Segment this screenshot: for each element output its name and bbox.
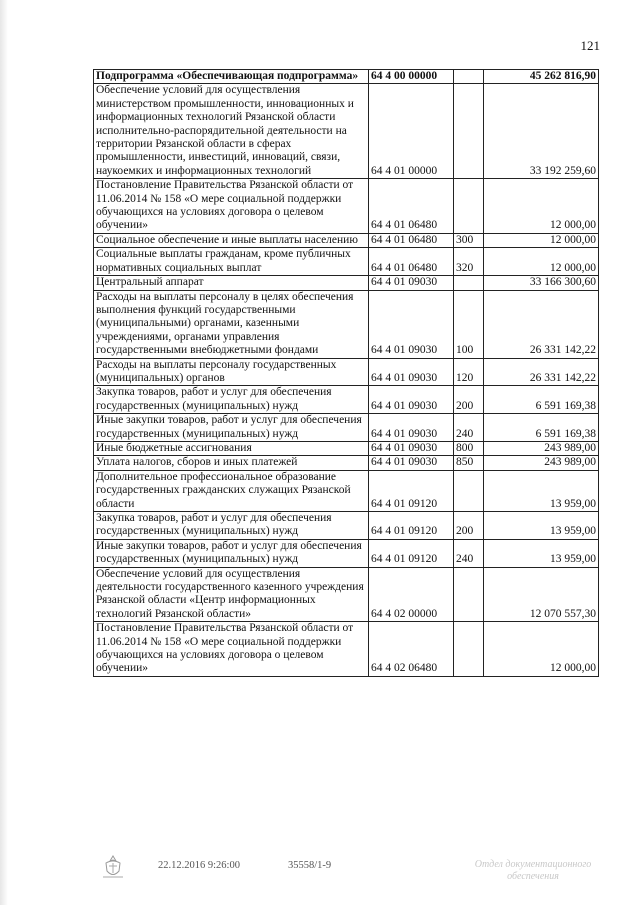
cell-name: Обеспечение условий для осуществления министерством промышленности, инновационных и информационных технологий Рязанской области исполнительно-распорядительной деятельности на территории Рязанской области в сферах промышленности, инвестиций, инноваций, связи, наукоемких и информационных технологий — [94, 84, 369, 179]
cell-code: 64 4 01 00000 — [369, 84, 454, 179]
cell-type — [454, 622, 484, 677]
cell-code: 64 4 01 09120 — [369, 539, 454, 567]
table-row — [94, 290, 599, 358]
cell-name: Иные закупки товаров, работ и услуг для обеспечения государственных (муниципальных) нужд — [94, 539, 369, 567]
table-row — [94, 512, 599, 540]
table-row — [94, 70, 599, 84]
cell-type — [454, 276, 484, 290]
cell-type: 320 — [454, 248, 484, 276]
cell-name: Иные бюджетные ассигнования — [94, 441, 369, 455]
cell-name: Обеспечение условий для осуществления деятельности государственного казенного учреждения Рязанской области «Центр информационных технологий Рязанской области» — [94, 567, 369, 622]
cell-type: 120 — [454, 358, 484, 386]
cell-type — [454, 179, 484, 234]
cell-code: 64 4 01 09030 — [369, 276, 454, 290]
cell-name: Уплата налогов, сборов и иных платежей — [94, 456, 369, 470]
cell-code: 64 4 01 09030 — [369, 414, 454, 442]
table-row — [94, 386, 599, 414]
cell-sum: 243 989,00 — [484, 441, 599, 455]
cell-name: Расходы на выплаты персоналу государственных (муниципальных) органов — [94, 358, 369, 386]
cell-sum: 12 000,00 — [484, 179, 599, 234]
cell-code: 64 4 01 06480 — [369, 248, 454, 276]
table-row — [94, 84, 599, 179]
cell-sum: 26 331 142,22 — [484, 290, 599, 358]
cell-code: 64 4 02 00000 — [369, 567, 454, 622]
cell-name: Социальное обеспечение и иные выплаты населению — [94, 233, 369, 247]
table-row — [94, 414, 599, 442]
footer — [0, 860, 640, 890]
cell-code: 64 4 00 00000 — [369, 70, 454, 84]
table-row — [94, 248, 599, 276]
cell-sum: 13 959,00 — [484, 512, 599, 540]
cell-code: 64 4 01 06480 — [369, 179, 454, 234]
cell-code: 64 4 01 09030 — [369, 441, 454, 455]
cell-name: Подпрограмма «Обеспечивающая подпрограмма» — [94, 70, 369, 84]
coat-of-arms-icon — [100, 854, 126, 880]
cell-type: 850 — [454, 456, 484, 470]
budget-table-body — [94, 70, 599, 677]
cell-sum: 12 000,00 — [484, 248, 599, 276]
cell-type: 800 — [454, 441, 484, 455]
cell-name: Закупка товаров, работ и услуг для обеспечения государственных (муниципальных) нужд — [94, 386, 369, 414]
cell-sum: 6 591 169,38 — [484, 414, 599, 442]
cell-code: 64 4 01 09120 — [369, 512, 454, 540]
cell-code: 64 4 01 09120 — [369, 470, 454, 511]
table-row — [94, 470, 599, 511]
cell-sum: 13 959,00 — [484, 539, 599, 567]
cell-name: Закупка товаров, работ и услуг для обеспечения государственных (муниципальных) нужд — [94, 512, 369, 540]
cell-code: 64 4 01 09030 — [369, 456, 454, 470]
table-row — [94, 233, 599, 247]
cell-sum: 33 166 300,60 — [484, 276, 599, 290]
cell-name: Постановление Правительства Рязанской области от 11.06.2014 № 158 «О мере социальной поддержки обучающихся на условиях договора о целевом обучении» — [94, 179, 369, 234]
table-row — [94, 358, 599, 386]
cell-code: 64 4 01 09030 — [369, 358, 454, 386]
watermark-stamp: Отдел документационного обеспечения — [474, 859, 592, 882]
cell-type — [454, 70, 484, 84]
table-row — [94, 456, 599, 470]
cell-sum: 6 591 169,38 — [484, 386, 599, 414]
cell-type: 300 — [454, 233, 484, 247]
table-row — [94, 276, 599, 290]
cell-code: 64 4 02 06480 — [369, 622, 454, 677]
cell-sum: 33 192 259,60 — [484, 84, 599, 179]
cell-sum: 12 000,00 — [484, 622, 599, 677]
cell-type — [454, 470, 484, 511]
footer-timestamp: 22.12.2016 9:26:00 — [158, 860, 240, 871]
cell-sum: 26 331 142,22 — [484, 358, 599, 386]
cell-type — [454, 567, 484, 622]
budget-table — [93, 69, 599, 677]
cell-sum: 45 262 816,90 — [484, 70, 599, 84]
cell-code: 64 4 01 09030 — [369, 290, 454, 358]
cell-name: Центральный аппарат — [94, 276, 369, 290]
cell-name: Дополнительное профессиональное образование государственных гражданских служащих Рязанской области — [94, 470, 369, 511]
cell-sum: 12 070 557,30 — [484, 567, 599, 622]
cell-sum: 243 989,00 — [484, 456, 599, 470]
cell-name: Иные закупки товаров, работ и услуг для обеспечения государственных (муниципальных) нужд — [94, 414, 369, 442]
cell-name: Социальные выплаты гражданам, кроме публичных нормативных социальных выплат — [94, 248, 369, 276]
cell-type: 240 — [454, 414, 484, 442]
cell-code: 64 4 01 06480 — [369, 233, 454, 247]
cell-type — [454, 84, 484, 179]
footer-doc-number: 35558/1-9 — [288, 860, 332, 871]
cell-code: 64 4 01 09030 — [369, 386, 454, 414]
table-row — [94, 179, 599, 234]
cell-sum: 13 959,00 — [484, 470, 599, 511]
cell-sum: 12 000,00 — [484, 233, 599, 247]
table-row — [94, 567, 599, 622]
cell-type: 200 — [454, 386, 484, 414]
cell-name: Постановление Правительства Рязанской области от 11.06.2014 № 158 «О мере социальной поддержки обучающихся на условиях договора о целевом обучении» — [94, 622, 369, 677]
table-row — [94, 539, 599, 567]
cell-name: Расходы на выплаты персоналу в целях обеспечения выполнения функций государственными (муниципальными) органами, казенными учреждениями, органами управления государственными внебюджетными фондами — [94, 290, 369, 358]
page-number: 121 — [580, 38, 600, 53]
cell-type: 240 — [454, 539, 484, 567]
scan-left-edge — [0, 0, 8, 905]
cell-type: 200 — [454, 512, 484, 540]
table-row — [94, 441, 599, 455]
table-row — [94, 622, 599, 677]
cell-type: 100 — [454, 290, 484, 358]
